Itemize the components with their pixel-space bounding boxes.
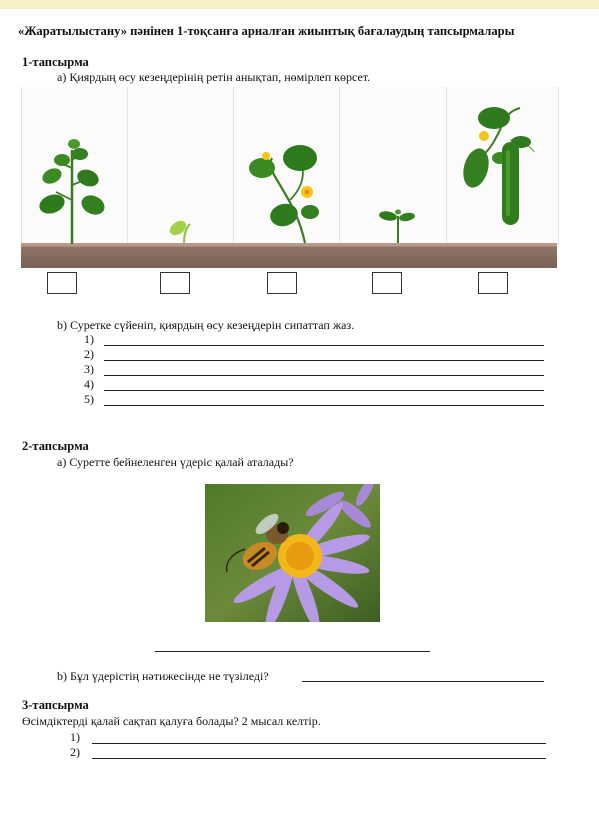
task3-answer-line-1[interactable]	[92, 743, 546, 744]
task3-question: Өсімдіктерді қалай сақтап қалуға болады? 2 мысал келтір.	[22, 714, 321, 728]
task2-answer-line-a[interactable]	[155, 651, 430, 652]
seedling-icon	[378, 210, 415, 244]
answer-number: 4)	[84, 377, 94, 391]
page-title: «Жаратылыстану» пәнінен 1-тоқсанға арналған жиынтық бағалаудың тапсырмалары	[18, 24, 515, 38]
cucumber-fruit-plant-icon	[459, 107, 534, 225]
task3-heading: 3-тапсырма	[22, 698, 89, 712]
task1-question-a: а) Қиярдың өсу кезеңдерінің ретін анықтап, нөмірлеп көрсет.	[57, 70, 371, 84]
answer-number: 3)	[84, 362, 94, 376]
task1-question-b: b) Суретке сүйеніп, қиярдың өсу кезеңдерін сипаттап жаз.	[57, 318, 355, 332]
task2-question-a: а) Суретте бейнеленген үдеріс қалай аталады?	[57, 455, 294, 469]
answer-box-stage-1[interactable]	[47, 272, 77, 294]
task2-question-b: b) Бұл үдерістің нәтижесінде не түзіледі?	[57, 669, 269, 683]
answer-line-3[interactable]	[104, 375, 544, 376]
answer-box-stage-5[interactable]	[478, 272, 508, 294]
answer-box-stage-3[interactable]	[267, 272, 297, 294]
bee-on-flower-photo	[205, 484, 380, 622]
young-plant-icon	[37, 139, 108, 244]
answer-number: 2)	[70, 745, 80, 759]
task2-heading: 2-тапсырма	[22, 439, 89, 453]
answer-number: 5)	[84, 392, 94, 406]
plant-drawings	[0, 0, 599, 300]
answer-box-stage-2[interactable]	[160, 272, 190, 294]
germinating-seed-icon	[167, 218, 190, 243]
task1-heading: 1-тапсырма	[22, 55, 89, 69]
task3-answer-line-2[interactable]	[92, 758, 546, 759]
answer-line-1[interactable]	[104, 345, 544, 346]
answer-number: 1)	[84, 332, 94, 346]
answer-number: 1)	[70, 730, 80, 744]
answer-line-4[interactable]	[104, 390, 544, 391]
task2-answer-line-b[interactable]	[302, 681, 544, 682]
answer-line-5[interactable]	[104, 405, 544, 406]
answer-box-stage-4[interactable]	[372, 272, 402, 294]
answer-number: 2)	[84, 347, 94, 361]
answer-line-2[interactable]	[104, 360, 544, 361]
flowering-plant-icon	[249, 145, 319, 243]
